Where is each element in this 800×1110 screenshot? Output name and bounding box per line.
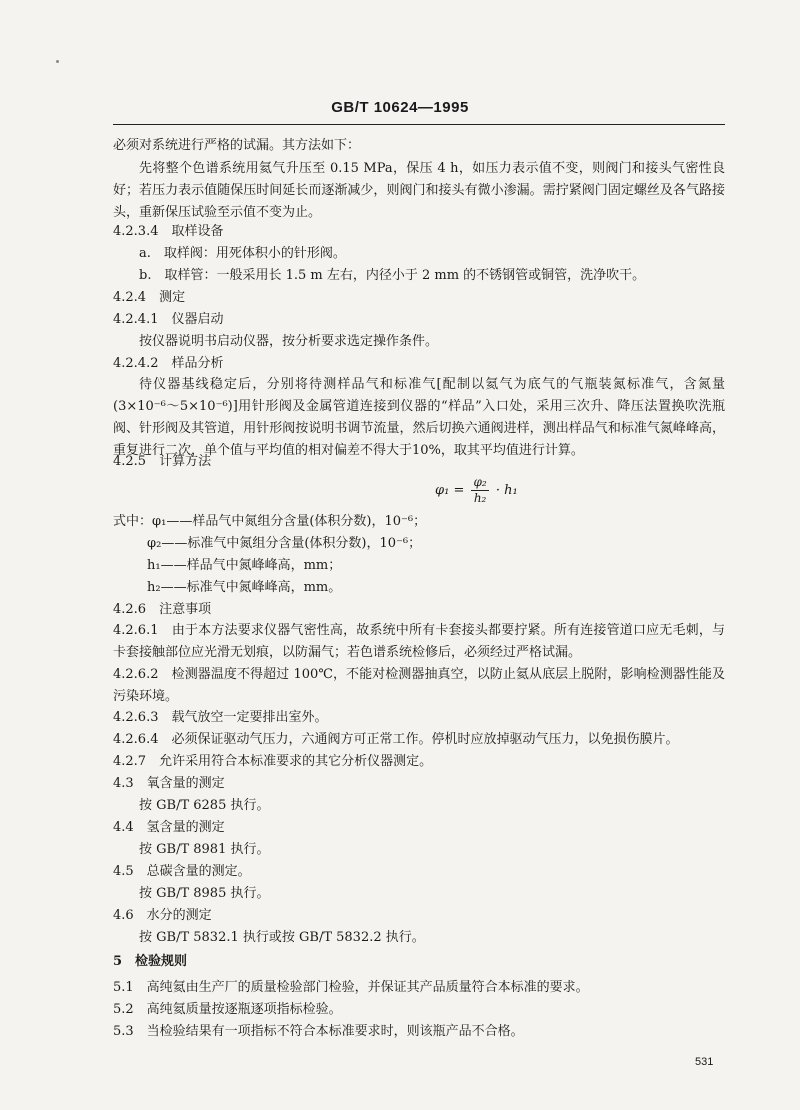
section-52-text: 5.2 高纯氦质量按逐瓶逐项指标检验。 <box>113 1002 342 1017</box>
calculation-formula <box>435 475 518 506</box>
section-44-heading: 4.4 氢含量的测定 <box>113 820 225 835</box>
formula-lhs: φ₁ = <box>435 483 465 498</box>
section-4261-paragraph: 4.2.6.1 由于本方法要求仪器气密性高，故系统中所有卡套接头都要拧紧。所有连接管道口应无毛刺，与卡套接触部位应光滑无划痕，以防漏气；若色谱系统检修后，必须经过严格试漏。 <box>113 623 725 660</box>
section-4242-heading: 4.2.4.2 样品分析 <box>113 356 224 371</box>
section-427-text: 4.2.7 允许采用符合本标准要求的其它分析仪器测定。 <box>113 754 433 769</box>
section-51-text: 5.1 高纯氦由生产厂的质量检验部门检验，并保证其产品质量符合本标准的要求。 <box>113 980 589 995</box>
page-number: 531 <box>695 1056 714 1068</box>
section-44-text: 按 GB/T 8981 执行。 <box>139 842 270 857</box>
formula-denominator: h₂ <box>473 491 487 505</box>
formula-fraction <box>471 475 488 506</box>
section-4262-paragraph: 4.2.6.2 检测器温度不得超过 100℃，不能对检测器抽真空，以防止氦从底层上脱附，影响检测器性能及污染环境。 <box>113 667 725 704</box>
where-line-4: h₂——标准气中氮峰峰高，mm。 <box>147 580 342 595</box>
section-46-text: 按 GB/T 5832.1 执行或按 GB/T 5832.2 执行。 <box>139 930 425 945</box>
leak-test-paragraph: 先将整个色谱系统用氦气升压至 0.15 MPa，保压 4 h，如压力表示值不变，则阀门和接头气密性良好；若压力表示值随保压时间延长而逐渐减少，则阀门和接头有微小渗漏。需拧紧阀门固定螺丝及各气路接头，重新保压试验至示值不变为止。 <box>113 161 725 220</box>
intro-line: 必须对系统进行严格的试漏。其方法如下： <box>113 138 361 153</box>
section-43-text: 按 GB/T 6285 执行。 <box>139 798 270 813</box>
section-426-heading: 4.2.6 注意事项 <box>113 602 212 617</box>
section-4264-text: 4.2.6.4 必须保证驱动气压力，六通阀方可正常工作。停机时应放掉驱动气压力，以免损伤膜片。 <box>113 732 679 747</box>
section-424-heading: 4.2.4 测定 <box>113 290 186 305</box>
formula-numerator: φ₂ <box>473 475 487 489</box>
scan-speck <box>56 60 59 63</box>
header-rule <box>113 124 725 125</box>
section-5-heading: 5 检验规则 <box>113 954 188 969</box>
item-a: a. 取样阀：用死体积小的针形阀。 <box>139 246 346 261</box>
section-4241-text: 按仪器说明书启动仪器，按分析要求选定操作条件。 <box>139 334 439 349</box>
section-4263-text: 4.2.6.3 载气放空一定要排出室外。 <box>113 710 328 725</box>
section-46-heading: 4.6 水分的测定 <box>113 908 212 923</box>
section-45-text: 按 GB/T 8985 执行。 <box>139 886 270 901</box>
formula-rhs: · h₁ <box>495 483 518 498</box>
section-4242-paragraph: 待仪器基线稳定后，分别将待测样品气和标准气[配制以氦气为底气的气瓶装氮标准气，含氮量(3×10⁻⁶～5×10⁻⁶)]用针形阀及金属管道连接到仪器的“样品”入口处，采用三次升、降压法置换吹洗瓶阀、针形阀及其管道，用针形阀按说明书调节流量，然后切换六通阀进样，测出样品气和标准气氮峰峰高，重复进行二次，单个值与平均值的相对偏差不得大于10%，取其平均值进行计算。 <box>113 377 725 458</box>
where-line-2: φ₂——标准气中氮组分含量(体积分数)，10⁻⁶； <box>147 536 422 551</box>
section-4241-heading: 4.2.4.1 仪器启动 <box>113 312 224 327</box>
where-line-1: 式中：φ₁——样品气中氮组分含量(体积分数)，10⁻⁶； <box>113 514 427 529</box>
standard-code-header: GB/T 10624—1995 <box>331 99 469 116</box>
section-53-text: 5.3 当检验结果有一项指标不符合本标准要求时，则该瓶产品不合格。 <box>113 1024 524 1039</box>
section-425-heading: 4.2.5 计算方法 <box>113 454 212 469</box>
section-43-heading: 4.3 氧含量的测定 <box>113 776 225 791</box>
item-b: b. 取样管：一般采用长 1.5 m 左右，内径小于 2 mm 的不锈钢管或铜管，洗净吹干。 <box>139 268 646 283</box>
where-line-3: h₁——样品气中氮峰峰高，mm； <box>147 558 342 573</box>
section-45-heading: 4.5 总碳含量的测定。 <box>113 864 251 879</box>
section-4234-heading: 4.2.3.4 取样设备 <box>113 224 224 239</box>
